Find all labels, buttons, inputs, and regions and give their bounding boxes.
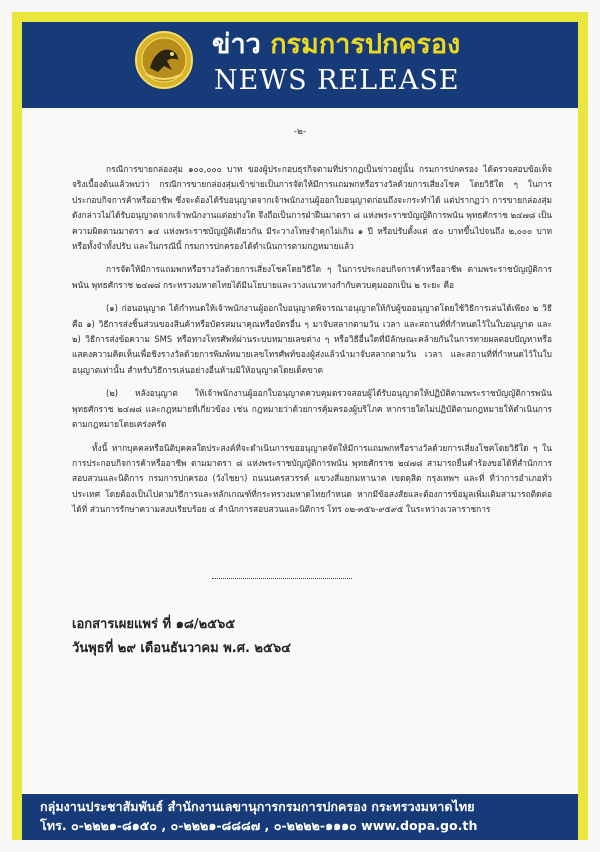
paragraph: การจัดให้มีการแถมพกหรือรางวัลด้วยการเสี่ยงโชคโดยวิธีใด ๆ ในการประกอบกิจการค้าหรืออาชีพ ตามพระราชบัญญัติการพนัน พุทธศักราช ๒๔๗๘ กระทรวงมหาดไทยได้มีนโยบายและวางแนวทางกำกับควบคุมออกเป็น ๒ ระยะ คือ (72, 264, 552, 290)
news-release-header (22, 22, 578, 108)
paragraph: ทั้งนี้ หากบุคคลหรือนิติบุคคลใดประสงค์ที่จะดำเนินการขออนุญาตจัดให้มีการแถมพกหรือรางวัลด้วยการเสี่ยงโชคโดยวิธีใด ๆ ในการประกอบกิจการค้าหรืออาชีพ ตามมาตรา ๘ แห่งพระราชบัญญัติการพนัน พุทธศักราช ๒๔๗๘ สามารถยื่นคำร้องขอได้ที่สำนักการสอบสวนและนิติการ กรมการปกครอง (วังไชยา) ถนนนครสวรรค์ แขวงสี่แยกมหานาค เขตดุสิต กรุงเทพฯ และที่ ที่ว่าการอำเภอทั่วประเทศ โดยต้องเป็นไปตามวิธีการและหลักเกณฑ์ที่กระทรวงมหาดไทยกำหนด หากมีข้อสงสัยและต้องการข้อมูลเพิ่มเติมสามารถติดต่อได้ที่ ส่วนการรักษาความสงบเรียบร้อย ๔ สำนักการสอบสวนและนิติการ โทร ๐๒-๓๕๖-๙๕๙๕ ในระหว่างเวลาราชการ (72, 442, 552, 515)
header-title-org: กรมการปกครอง (270, 29, 461, 60)
document-info (72, 613, 291, 661)
page-frame (12, 12, 588, 840)
footer-org: กลุ่มงานประชาสัมพันธ์ สำนักงานเลขานุการกรมการปกครอง กระทรวงมหาดไทย (40, 799, 475, 814)
document-body (22, 108, 578, 794)
header-title-word: ข่าว (212, 29, 261, 60)
end-divider (212, 578, 352, 579)
doc-number: เอกสารเผยแพร่ ที่ ๑๘/๒๕๖๕ (72, 617, 236, 632)
header-title-thai (212, 28, 460, 62)
paragraph: (๑) ก่อนอนุญาต ได้กำหนดให้เจ้าพนักงานผู้ออกใบอนุญาตพิจารณาอนุญาตให้กับผู้ขออนุญาตโดยใช้วิธีการเล่นได้เพียง ๒ วิธี คือ ๑) วิธีการส่งชิ้นส่วนของสินค้าหรือบัตรสมนาคุณหรือบัตรอื่น ๆ มาจับสลากตามวัน เวลา และสถานที่ที่กำหนดไว้ในใบอนุญาต และ ๒) วิธีการส่งข้อความ SMS หรือทางโทรศัพท์ผ่านระบบหมายเลขต่าง ๆ หรือวิธีอื่นใดที่มีลักษณะคล้ายกันในการทายผลตอบปัญหาหรือแสดงความคิดเห็นเพื่อชิงรางวัลด้วยการพิมพ์หมายเลขโทรศัพท์ของผู้ส่งแล้วนำมาจับสลากตามวัน เวลา และสถานที่ที่กำหนดไว้ในใบอนุญาตเท่านั้น สำหรับวิธีการเล่นอย่างอื่นห้ามมิให้อนุญาตโดยเด็ดขาด (72, 303, 552, 375)
footer-contact: โทร. ๐-๒๒๒๑-๘๑๕๐ , ๐-๒๒๒๑-๘๘๘๗ , ๐-๒๒๒๒-๑๑๑๐ www.dopa.go.th (40, 818, 478, 833)
paragraph: (๒) หลังอนุญาต ให้เจ้าพนักงานผู้ออกใบอนุญาตควบคุมตรวจสอบผู้ได้รับอนุญาตให้ปฏิบัติตามพระราชบัญญัติการพนัน พุทธศักราช ๒๔๗๘ และกฎหมายที่เกี่ยวข้อง เช่น กฎหมายว่าด้วยการคุ้มครองผู้บริโภค หากรายใดไม่ปฏิบัติตามกฎหมายให้ดำเนินการตามกฎหมายโดยเคร่งครัด (72, 388, 552, 430)
article-text (72, 162, 552, 526)
header-title-english: NEWS RELEASE (214, 65, 460, 96)
footer-bar (22, 794, 578, 840)
doc-date: วันพุธที่ ๒๙ เดือนธันวาคม พ.ศ. ๒๕๖๔ (72, 641, 291, 656)
dopa-seal-icon (134, 30, 194, 90)
paragraph: กรณีการขายกล่องสุ่ม ๑๐๐,๐๐๐ บาท ของผู้ประกอบธุรกิจตามที่ปรากฏเป็นข่าวอยู่นั้น กรมการปกครอง ได้ตรวจสอบข้อเท็จจริงเบื้องต้นแล้วพบว่า กรณีการขายกล่องสุ่มเข้าข่ายเป็นการจัดให้มีการแถมพกหรือรางวัลด้วยการเสี่ยงโชค โดยวิธีใด ๆ ในการประกอบกิจการค้าหรืออาชีพ ซึ่งจะต้องได้รับอนุญาตจากเจ้าพนักงานผู้ออกใบอนุญาตก่อนถึงจะกระทำได้ แต่ปรากฏว่า การขายกล่องสุ่มดังกล่าวไม่ได้รับอนุญาตจากเจ้าพนักงานแต่อย่างใด จึงถือเป็นการฝ่าฝืนมาตรา ๘ แห่งพระราชบัญญัติการพนัน พุทธศักราช ๒๔๗๘ เป็นความผิดตามมาตรา ๑๔ แห่งพระราชบัญญัติเดียวกัน มีระวางโทษจำคุกไม่เกิน ๑ ปี หรือปรับตั้งแต่ ๕๐ บาทขึ้นไปจนถึง ๒,๐๐๐ บาท หรือทั้งจำทั้งปรับ และในกรณีนี้ กรมการปกครองได้ดำเนินการตามกฎหมายแล้ว (72, 164, 552, 252)
page-number: -๒- (293, 127, 307, 137)
